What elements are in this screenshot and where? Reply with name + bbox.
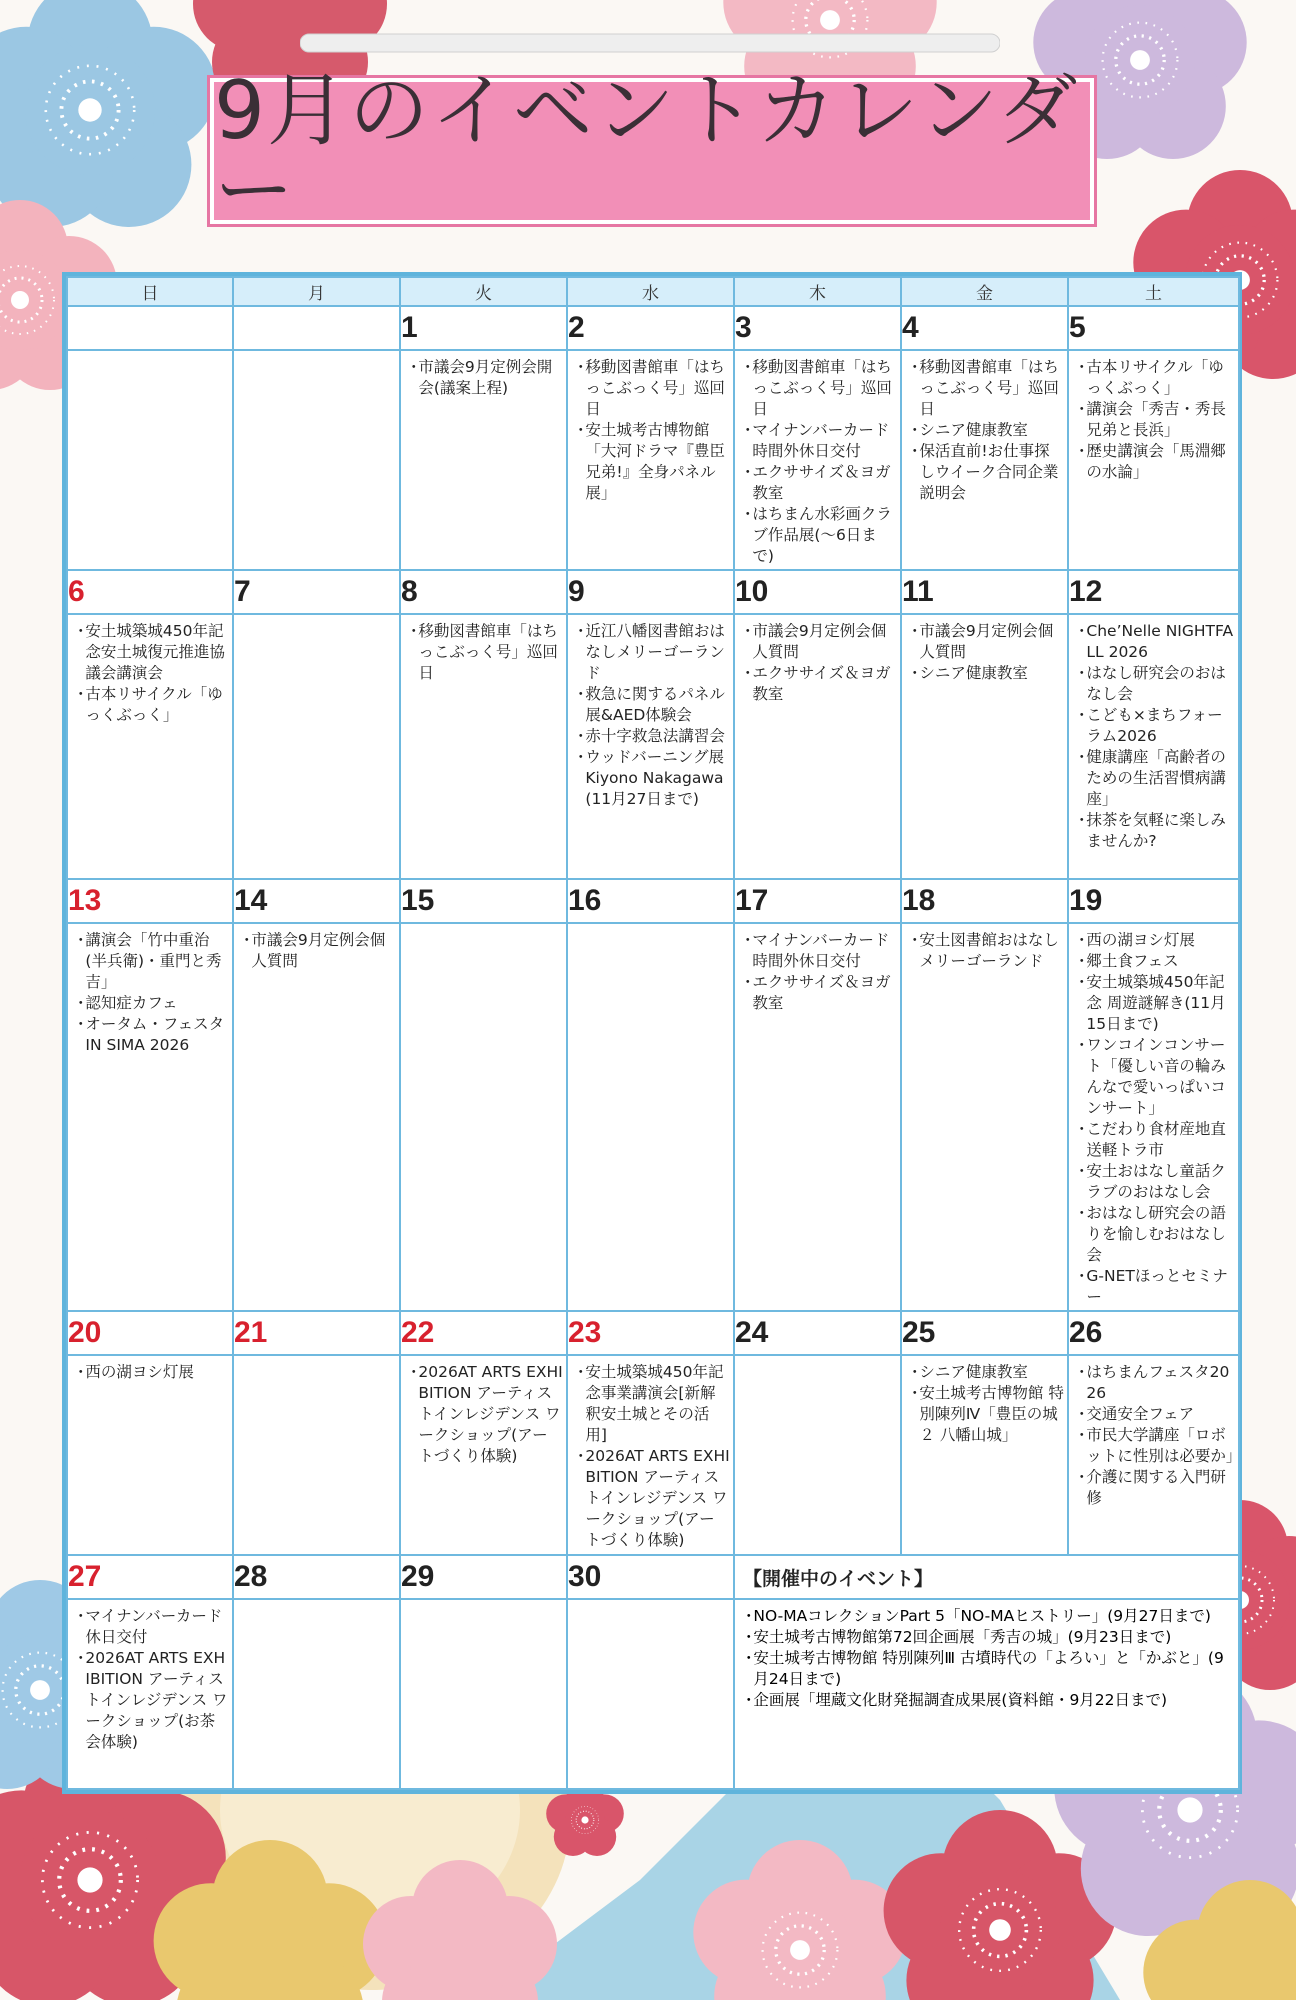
day-events: [734, 350, 901, 570]
day-events: [901, 1355, 1068, 1555]
weekday-header: 日: [67, 277, 233, 306]
day-events: [1068, 1355, 1242, 1555]
event-item: ・ シニア健康教室: [907, 1362, 1064, 1383]
event-item: ・ 介護に関する入門研修: [1074, 1467, 1235, 1509]
day-events: [567, 614, 734, 879]
weekday-header-row: [67, 277, 1239, 306]
day-events: [233, 614, 400, 879]
day-events: [567, 1355, 734, 1555]
day-number: 11: [901, 570, 1068, 614]
day-events: [400, 923, 567, 1311]
event-item: ・ エクササイズ＆ヨガ教室: [740, 462, 897, 504]
event-item: ・ 西の湖ヨシ灯展: [1074, 930, 1235, 951]
day-number: 27: [67, 1555, 233, 1599]
calendar-grid: [66, 276, 1240, 1790]
event-item: ・ 市議会9月定例会開会(議案上程): [406, 357, 563, 399]
day-number: 13: [67, 879, 233, 923]
day-number: 15: [400, 879, 567, 923]
event-item: ・ マイナンバーカード時間外休日交付: [740, 420, 897, 462]
event-item: ・ 安土城築城450年記念安土城復元推進協議会講演会: [73, 621, 229, 684]
day-events: [400, 1355, 567, 1555]
event-item: ・ 抹茶を気軽に楽しみませんか?: [1074, 810, 1235, 852]
weekday-header: 月: [233, 277, 400, 306]
day-number: 2: [567, 306, 734, 350]
day-number: 17: [734, 879, 901, 923]
day-number: 25: [901, 1311, 1068, 1355]
day-number: 19: [1068, 879, 1239, 923]
week-events-row: [67, 1599, 1239, 1789]
day-number: 22: [400, 1311, 567, 1355]
event-item: ・ 歴史講演会「馬淵郷の水論」: [1074, 441, 1235, 483]
ongoing-event-item: ・ 企画展「埋蔵文化財発掘調査成果展(資料館・9月22日まで): [741, 1690, 1234, 1711]
weekday-header: 木: [734, 277, 901, 306]
day-events: [567, 923, 734, 1311]
event-item: ・ 郷土食フェス: [1074, 951, 1235, 972]
day-events: [901, 923, 1068, 1311]
day-number: 16: [567, 879, 734, 923]
event-item: ・ 移動図書館車「はちっこぶっく号」巡回日: [406, 621, 563, 684]
ongoing-event-item: ・ 安土城考古博物館 特別陳列Ⅲ 古墳時代の「よろい」と「かぶと」(9月24日まで): [741, 1648, 1234, 1690]
event-item: ・ 西の湖ヨシ灯展: [73, 1362, 229, 1383]
event-item: ・ シニア健康教室: [907, 663, 1064, 684]
day-number: 4: [901, 306, 1068, 350]
day-events: [567, 350, 734, 570]
event-item: ・ 2026AT ARTS EXHIBITION アーティストインレジデンス ワークショップ(アートづくり体験): [406, 1362, 563, 1467]
day-events: [67, 923, 233, 1311]
day-events: [1068, 614, 1239, 879]
week-number-row: [67, 306, 1239, 350]
day-events: [67, 1599, 233, 1789]
day-events: [400, 350, 567, 570]
event-item: ・ はちまん水彩画クラブ作品展(〜6日まで): [740, 504, 897, 567]
day-number: 9: [567, 570, 734, 614]
day-events: [67, 614, 233, 879]
event-item: ・ 認知症カフェ: [73, 993, 229, 1014]
day-number: [233, 306, 400, 350]
day-events: [400, 614, 567, 879]
day-events: [400, 1599, 567, 1789]
day-events: [233, 1599, 400, 1789]
title-board: [210, 64, 1094, 237]
day-number: 29: [400, 1555, 567, 1599]
day-events: [67, 350, 233, 570]
event-item: ・ こだわり食材産地直送軽トラ市: [1074, 1119, 1235, 1161]
weekday-header: 水: [567, 277, 734, 306]
day-number: 24: [734, 1311, 901, 1355]
day-number: 20: [67, 1311, 233, 1355]
day-events: [233, 1355, 400, 1555]
event-item: ・ 移動図書館車「はちっこぶっく号」巡回日: [907, 357, 1064, 420]
weekday-header: 土: [1068, 277, 1239, 306]
flower-blue-top-left: [0, 0, 216, 227]
event-item: ・ 市民大学講座「ロボットに性別は必要か」: [1074, 1425, 1235, 1467]
ongoing-event-item: ・ NO-MAコレクションPart 5「NO-MAヒストリー」(9月27日まで): [741, 1606, 1234, 1627]
day-events: [901, 350, 1068, 570]
event-item: ・ 古本リサイクル「ゆっくぶっく」: [1074, 357, 1235, 399]
event-item: ・ 安土城考古博物館「大河ドラマ『豊臣兄弟!』全身パネル展」: [573, 420, 730, 504]
event-item: ・ 市議会9月定例会個人質問: [740, 621, 897, 663]
event-item: ・ 市議会9月定例会個人質問: [239, 930, 396, 972]
week-number-row: [67, 1555, 1239, 1599]
week-number-row: [67, 1311, 1239, 1355]
week-number-row: [67, 570, 1239, 614]
event-item: ・ 移動図書館車「はちっこぶっく号」巡回日: [573, 357, 730, 420]
event-item: ・ はちまんフェスタ2026: [1074, 1362, 1235, 1404]
event-item: ・ 2026AT ARTS EXHIBITION アーティストインレジデンス ワークショップ(アートづくり体験): [573, 1446, 730, 1551]
day-number: 12: [1068, 570, 1239, 614]
event-item: ・ 講演会「竹中重治(半兵衛)・重門と秀吉」: [73, 930, 229, 993]
event-item: ・ 安土図書館おはなしメリーゴーランド: [907, 930, 1064, 972]
event-item: ・ エクササイズ＆ヨガ教室: [740, 972, 897, 1014]
event-item: ・ マイナンバーカード休日交付: [73, 1606, 229, 1648]
day-number: 14: [233, 879, 400, 923]
day-number: 23: [567, 1311, 734, 1355]
event-item: ・ 講演会「秀吉・秀長兄弟と長浜」: [1074, 399, 1235, 441]
day-events: [734, 1355, 901, 1555]
event-item: ・ 安土おはなし童話クラブのおはなし会: [1074, 1161, 1235, 1203]
day-number: 8: [400, 570, 567, 614]
event-item: ・ 移動図書館車「はちっこぶっく号」巡回日: [740, 357, 897, 420]
event-item: ・ こども×まちフォーラム2026: [1074, 705, 1235, 747]
event-calendar: [62, 272, 1242, 1794]
day-number: 3: [734, 306, 901, 350]
weekday-header: 火: [400, 277, 567, 306]
ongoing-events-list: [734, 1599, 1239, 1789]
event-item: ・ 安土城築城450年記念事業講演会[新解釈安土城とその活用]: [573, 1362, 730, 1446]
day-number: 7: [233, 570, 400, 614]
week-events-row: [67, 350, 1239, 570]
week-events-row: [67, 614, 1239, 879]
day-number: 10: [734, 570, 901, 614]
day-events: [233, 350, 400, 570]
event-item: ・ 市議会9月定例会個人質問: [907, 621, 1064, 663]
page-title: 9月のイベントカレンダー: [214, 64, 1080, 237]
event-item: ・ 安土城築城450年記念 周遊謎解き(11月15日まで): [1074, 972, 1235, 1035]
week-events-row: [67, 1355, 1239, 1555]
week-number-row: [67, 879, 1239, 923]
ongoing-event-item: ・ 安土城考古博物館第72回企画展「秀吉の城」(9月23日まで): [741, 1627, 1234, 1648]
event-item: ・ マイナンバーカード時間外休日交付: [740, 930, 897, 972]
day-number: [67, 306, 233, 350]
day-events: [67, 1355, 233, 1555]
weekday-header: 金: [901, 277, 1068, 306]
day-number: 26: [1068, 1311, 1239, 1355]
event-item: ・ オータム・フェスタ IN SIMA 2026: [73, 1014, 229, 1056]
event-item: ・ 安土城考古博物館 特別陳列Ⅳ「豊臣の城２ 八幡山城」: [907, 1383, 1064, 1446]
event-item: ・ 救急に関するパネル展&AED体験会: [573, 684, 730, 726]
day-number: 18: [901, 879, 1068, 923]
day-events: [233, 923, 400, 1311]
day-events: [734, 614, 901, 879]
day-number: 1: [400, 306, 567, 350]
event-item: ・ エクササイズ＆ヨガ教室: [740, 663, 897, 705]
board-hanger: [300, 32, 1000, 54]
day-events: [1068, 350, 1239, 570]
day-number: 28: [233, 1555, 400, 1599]
day-number: 30: [567, 1555, 734, 1599]
week-events-row: [67, 923, 1239, 1311]
day-events: [734, 923, 901, 1311]
event-item: ・ ワンコインコンサート「優しい音の輪みんなで愛いっぱいコンサート」: [1074, 1035, 1235, 1119]
event-item: ・ おはなし研究会の語りを愉しむおはなし会: [1074, 1203, 1235, 1266]
event-item: ・ 健康講座「高齢者のための生活習慣病講座」: [1074, 747, 1235, 810]
event-item: ・ はなし研究会のおはなし会: [1074, 663, 1235, 705]
day-events: [1068, 923, 1239, 1311]
ongoing-events-heading: 【開催中のイベント】: [734, 1555, 1239, 1599]
event-item: ・ ウッドバーニング展 Kiyono Nakagawa(11月27日まで): [573, 747, 730, 810]
day-events: [901, 614, 1068, 879]
event-item: ・ 赤十字救急法講習会: [573, 726, 730, 747]
day-events: [567, 1599, 734, 1789]
event-item: ・ 2026AT ARTS EXHIBITION アーティストインレジデンス ワークショップ(お茶会体験): [73, 1648, 229, 1753]
day-number: 21: [233, 1311, 400, 1355]
event-item: ・ Che’Nelle NIGHTFALL 2026: [1074, 621, 1235, 663]
event-item: ・ 交通安全フェア: [1074, 1404, 1235, 1425]
event-item: ・ 古本リサイクル「ゆっくぶっく」: [73, 684, 229, 726]
day-number: 5: [1068, 306, 1239, 350]
event-item: ・ G-NETほっとセミナー: [1074, 1266, 1235, 1308]
event-item: ・ 保活直前!お仕事探しウイーク合同企業説明会: [907, 441, 1064, 504]
day-number: 6: [67, 570, 233, 614]
event-item: ・ シニア健康教室: [907, 420, 1064, 441]
event-item: ・ 近江八幡図書館おはなしメリーゴーランド: [573, 621, 730, 684]
